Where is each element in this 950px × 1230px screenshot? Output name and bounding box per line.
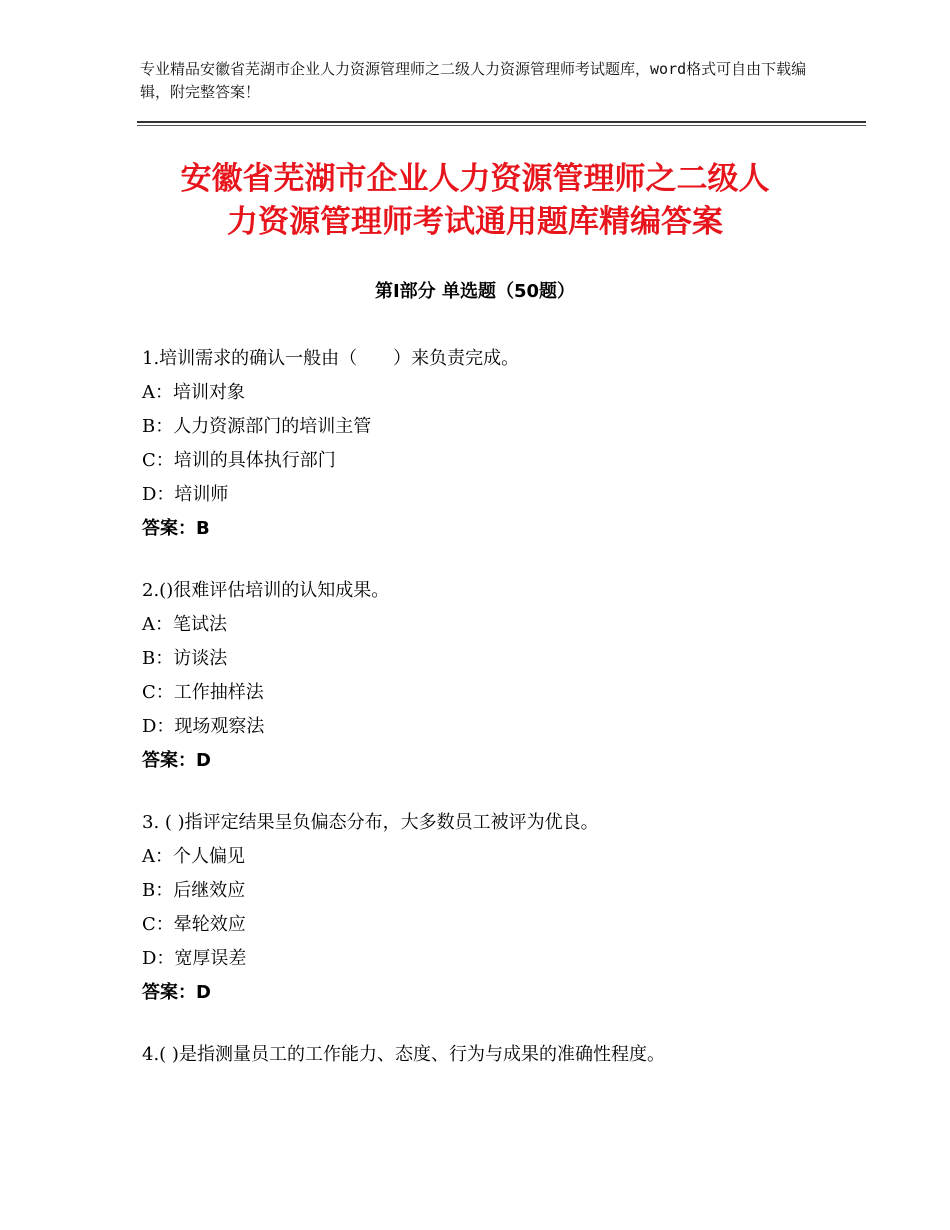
option-c: C：培训的具体执行部门	[142, 450, 336, 471]
option-c: C：晕轮效应	[142, 914, 246, 935]
document-title-line-1: 安徽省芜湖市企业人力资源管理师之二级人	[180, 161, 770, 197]
option-d: D：宽厚误差	[142, 948, 247, 969]
question-2	[142, 574, 862, 778]
answer: 答案：D	[142, 750, 211, 771]
question-1	[142, 342, 862, 546]
question-list	[142, 342, 862, 1100]
header-divider-thin	[137, 125, 866, 126]
document-title	[110, 158, 840, 244]
option-b: B：人力资源部门的培训主管	[142, 416, 372, 437]
question-text: 4.( )是指测量员工的工作能力、态度、行为与成果的准确性程度。	[142, 1044, 665, 1065]
section-title: 第Ⅰ部分 单选题（50题）	[374, 281, 575, 302]
option-a: A：个人偏见	[142, 846, 245, 867]
question-3	[142, 806, 862, 1010]
option-a: A：培训对象	[142, 382, 245, 403]
question-text: 3. ( )指评定结果呈负偏态分布，大多数员工被评为优良。	[142, 812, 599, 833]
option-c: C：工作抽样法	[142, 682, 264, 703]
question-4	[142, 1038, 862, 1072]
question-text: 1.培训需求的确认一般由（ ）来负责完成。	[142, 348, 520, 369]
header-divider-thick	[137, 121, 866, 123]
option-b: B：访谈法	[142, 648, 228, 669]
answer: 答案：D	[142, 982, 211, 1003]
answer: 答案：B	[142, 518, 210, 539]
option-b: B：后继效应	[142, 880, 246, 901]
option-a: A：笔试法	[142, 614, 227, 635]
option-d: D：现场观察法	[142, 716, 265, 737]
document-title-line-2: 力资源管理师考试通用题库精编答案	[227, 204, 723, 240]
option-d: D：培训师	[142, 484, 229, 505]
page-header: 专业精品安徽省芜湖市企业人力资源管理师之二级人力资源管理师考试题库，word格式可自由下载编辑，附完整答案！	[140, 60, 807, 101]
question-text: 2.()很难评估培训的认知成果。	[142, 580, 390, 601]
